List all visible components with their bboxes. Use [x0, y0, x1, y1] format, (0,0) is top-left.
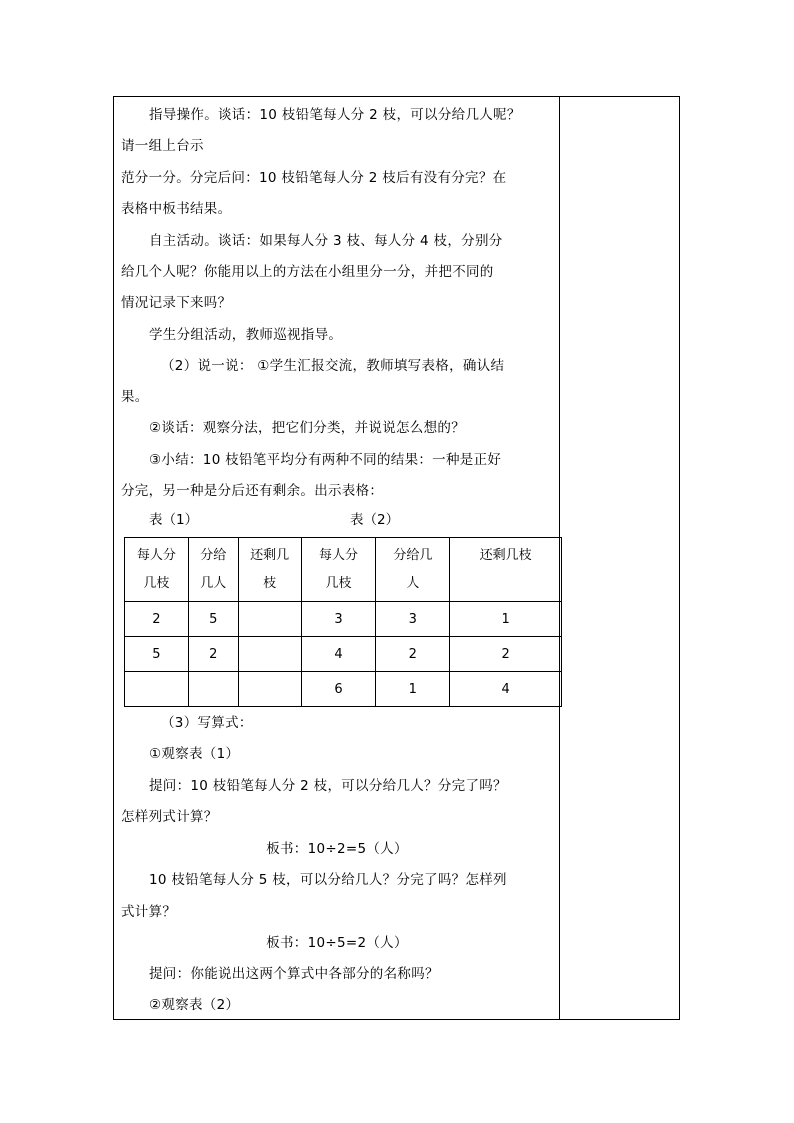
- paragraph: 果。: [121, 389, 149, 405]
- table-caption-1: 表（1）: [149, 512, 199, 528]
- board-formula: 板书：10÷2=5（人）: [266, 841, 408, 857]
- table-cell: 2: [376, 637, 450, 672]
- paragraph: 怎样列式计算？: [121, 809, 218, 825]
- table-cell: 4: [301, 637, 376, 672]
- table-cell: [238, 602, 301, 637]
- table-cell: 1: [376, 672, 450, 707]
- paragraph: ③小结：10 枝铅笔平均分有两种不同的结果：一种是正好: [149, 452, 502, 468]
- table-cell: 3: [301, 602, 376, 637]
- paragraph: 学生分组活动，教师巡视指导。: [149, 327, 343, 343]
- paragraph: ①观察表（1）: [149, 746, 240, 762]
- table-cell: 4: [450, 672, 562, 707]
- header-cell: 还剩几枝: [450, 538, 562, 602]
- paragraph: 10 枝铅笔每人分 5 枝，可以分给几人？分完了吗？怎样列: [149, 872, 507, 888]
- distribution-table: [124, 537, 562, 707]
- paragraph: （3）写算式：: [161, 715, 253, 731]
- paragraph: （2）说一说： ①学生汇报交流，教师填写表格，确认结: [161, 358, 505, 374]
- paragraph: 给几个人呢？你能用以上的方法在小组里分一分，并把不同的: [121, 264, 494, 280]
- header-cell: 每人分 几枝: [125, 538, 189, 602]
- table-caption-2: 表（2）: [350, 512, 400, 528]
- paragraph: 表格中板书结果。: [121, 201, 232, 217]
- header-cell: 分给 几人: [188, 538, 238, 602]
- table-cell: 5: [188, 602, 238, 637]
- table-cell: 6: [301, 672, 376, 707]
- table-cell: 2: [188, 637, 238, 672]
- paragraph: 式计算？: [121, 904, 177, 920]
- table-cell: [238, 672, 301, 707]
- paragraph: 范分一分。分完后问：10 枝铅笔每人分 2 枝后有没有分完？在: [121, 170, 507, 186]
- board-formula: 板书：10÷5=2（人）: [266, 935, 408, 951]
- table-cell: 5: [125, 637, 189, 672]
- header-cell: 还剩几 枝: [238, 538, 301, 602]
- paragraph: 自主活动。谈话：如果每人分 3 枝、每人分 4 枝，分别分: [149, 233, 503, 249]
- table-cell: [188, 672, 238, 707]
- paragraph: 情况记录下来吗？: [121, 295, 232, 311]
- header-cell: 分给几 人: [376, 538, 450, 602]
- table-row: [125, 602, 562, 637]
- table-cell: [238, 637, 301, 672]
- table-header-row: [125, 538, 562, 602]
- table-cell: 3: [376, 602, 450, 637]
- paragraph: 请一组上台示: [121, 138, 204, 154]
- table-cell: 1: [450, 602, 562, 637]
- paragraph: 提问：你能说出这两个算式中各部分的名称吗？: [149, 966, 439, 982]
- paragraph: 提问：10 枝铅笔每人分 2 枝，可以分给几人？分完了吗？: [149, 778, 507, 794]
- table-row: [125, 672, 562, 707]
- header-cell: 每人分 几枝: [301, 538, 376, 602]
- lesson-plan-table: [113, 96, 680, 1020]
- table-cell: [125, 672, 189, 707]
- paragraph: 分完，另一种是分后还有剩余。出示表格：: [121, 483, 384, 499]
- paragraph: ②谈话：观察分法，把它们分类，并说说怎么想的？: [149, 420, 466, 436]
- paragraph: ②观察表（2）: [149, 997, 240, 1013]
- paragraph: 指导操作。谈话：10 枝铅笔每人分 2 枝，可以分给几人呢？: [149, 107, 521, 123]
- table-cell: 2: [125, 602, 189, 637]
- table-row: [125, 637, 562, 672]
- table-cell: 2: [450, 637, 562, 672]
